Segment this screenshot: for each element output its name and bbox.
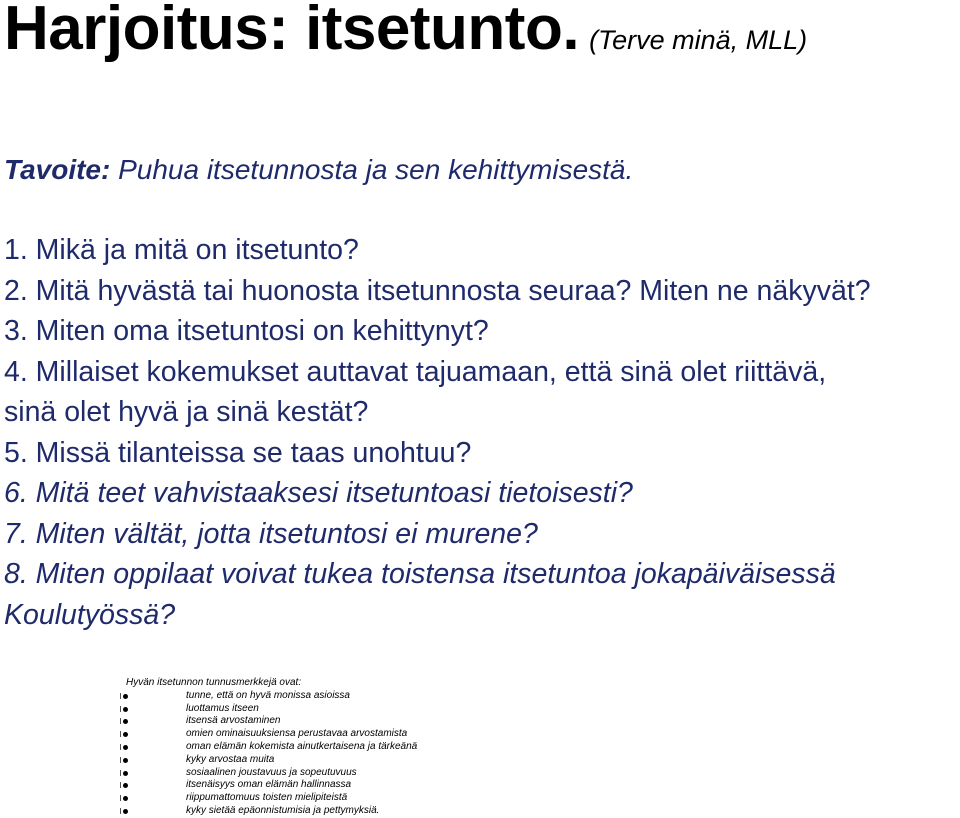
bullet-icon bbox=[123, 783, 128, 788]
list-item: itsenäisyys oman elämän hallinnassa bbox=[120, 779, 301, 792]
question-7: 7. Miten vältät, jotta itsetuntosi ei murene? bbox=[4, 517, 538, 550]
question-list bbox=[4, 230, 954, 635]
question-8-continued: Koulutyössä? bbox=[4, 598, 176, 631]
hallmarks-box bbox=[120, 677, 418, 818]
question-2: 2. Mitä hyvästä tai huonosta itsetunnosta seuraa? Miten ne näkyvät? bbox=[4, 274, 871, 307]
bullet-icon bbox=[123, 745, 128, 750]
list-item: itsensä arvostaminen bbox=[120, 715, 301, 728]
list-item: sosiaalinen joustavuus ja sopeutuvuus bbox=[120, 767, 301, 780]
bullet-icon bbox=[123, 809, 128, 814]
list-item: luottamus itseen bbox=[120, 703, 301, 716]
title-main: Harjoitus: itsetunto. bbox=[4, 0, 580, 63]
bullet-icon bbox=[123, 732, 128, 737]
bullet-icon bbox=[123, 694, 128, 699]
question-3: 3. Miten oma itsetuntosi on kehittynyt? bbox=[4, 315, 489, 347]
question-8: 8. Miten oppilaat voivat tukea toistensa itsetuntoa jokapäiväisessä bbox=[4, 558, 836, 590]
list-item: omien ominaisuuksiensa perustavaa arvostamista bbox=[120, 728, 301, 741]
goal-label: Tavoite: bbox=[4, 154, 111, 185]
question-4-continued: sinä olet hyvä ja sinä kestät? bbox=[4, 396, 369, 428]
goal-line bbox=[4, 154, 633, 186]
bullet-icon bbox=[123, 707, 128, 712]
page-title bbox=[4, 0, 808, 63]
hallmarks-title: Hyvän itsetunnon tunnusmerkkejä ovat: bbox=[126, 677, 302, 688]
question-1: 1. Mikä ja mitä on itsetunto? bbox=[4, 234, 359, 266]
list-item: kyky sietää epäonnistumisia ja pettymyksiä. bbox=[120, 805, 301, 818]
title-source: (Terve minä, MLL) bbox=[589, 25, 808, 55]
list-item: kyky arvostaa muita bbox=[120, 754, 301, 767]
list-item: riippumattomuus toisten mielipiteistä bbox=[120, 792, 301, 805]
bullet-icon bbox=[123, 719, 128, 724]
bullet-icon bbox=[123, 771, 128, 776]
goal-text: Puhua itsetunnosta ja sen kehittymisestä. bbox=[110, 154, 634, 185]
question-6: 6. Mitä teet vahvistaaksesi itsetuntoasi tietoisesti? bbox=[4, 477, 633, 509]
bullet-icon bbox=[123, 796, 128, 801]
question-4: 4. Millaiset kokemukset auttavat tajuamaan, että sinä olet riittävä, bbox=[4, 355, 827, 388]
list-item: tunne, että on hyvä monissa asioissa bbox=[120, 690, 301, 703]
list-item: oman elämän kokemista ainutkertaisena ja tärkeänä bbox=[120, 741, 301, 754]
bullet-icon bbox=[123, 758, 128, 763]
question-5: 5. Missä tilanteissa se taas unohtuu? bbox=[4, 436, 472, 469]
